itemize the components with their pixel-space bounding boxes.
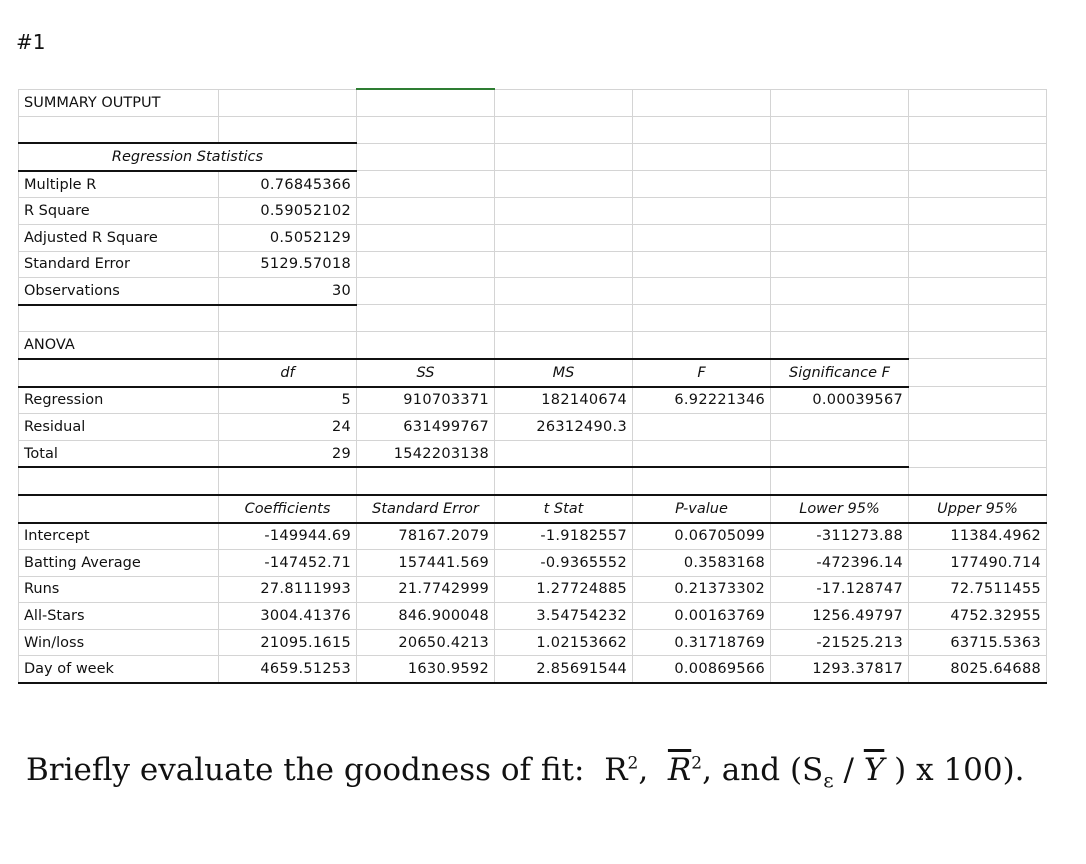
coef-p-value: 0.21373302 xyxy=(633,576,771,603)
coef-standard-error: 20650.4213 xyxy=(357,629,495,656)
coef-standard-error: 21.7742999 xyxy=(357,576,495,603)
stat-value: 5129.57018 xyxy=(219,251,357,278)
coef-value: 21095.1615 xyxy=(219,629,357,656)
coef-value: 27.8111993 xyxy=(219,576,357,603)
coef-header-p-value: P-value xyxy=(633,495,771,523)
coef-p-value: 0.31718769 xyxy=(633,629,771,656)
question-tail: ) x 100). xyxy=(884,752,1025,788)
coef-t-stat: 2.85691544 xyxy=(495,656,633,683)
anova-header-ms: MS xyxy=(495,359,633,387)
coef-lower-95: 1293.37817 xyxy=(771,656,909,683)
anova-ss: 910703371 xyxy=(357,387,495,414)
coef-upper-95: 11384.4962 xyxy=(909,523,1047,550)
coef-standard-error: 157441.569 xyxy=(357,550,495,577)
anova-row-label: Total xyxy=(19,440,219,467)
coef-row-label: Batting Average xyxy=(19,550,219,577)
coef-standard-error: 1630.9592 xyxy=(357,656,495,683)
coef-lower-95: 1256.49797 xyxy=(771,603,909,630)
anova-header-row xyxy=(19,359,1047,387)
anova-ms xyxy=(495,440,633,467)
anova-header-df: df xyxy=(219,359,357,387)
adjusted-r-squared-symbol: $\overline{R}^2$ xyxy=(667,752,703,788)
coefficient-row xyxy=(19,629,1047,656)
coef-row-label: Runs xyxy=(19,576,219,603)
coef-t-stat: -1.9182557 xyxy=(495,523,633,550)
problem-number: #1 xyxy=(16,30,46,54)
stat-label: Standard Error xyxy=(19,251,219,278)
stat-row xyxy=(19,224,1047,251)
question-text: Briefly evaluate the goodness of fit: $R^2$, $\overline{R}^2$, and ($S_\varepsilon / \overline{Y}$ ) x 100). xyxy=(26,752,1025,793)
stat-row xyxy=(19,251,1047,278)
coef-upper-95: 177490.714 xyxy=(909,550,1047,577)
summary-title-row xyxy=(19,89,1047,116)
stat-value: 0.76845366 xyxy=(219,171,357,198)
coef-row-label: Day of week xyxy=(19,656,219,683)
anova-title-row xyxy=(19,332,1047,359)
coef-lower-95: -472396.14 xyxy=(771,550,909,577)
anova-ss: 631499767 xyxy=(357,414,495,441)
regression-statistics-header: Regression Statistics xyxy=(19,143,357,171)
anova-header-f: F xyxy=(633,359,771,387)
coef-value: 4659.51253 xyxy=(219,656,357,683)
coef-upper-95: 72.7511455 xyxy=(909,576,1047,603)
anova-significance-f xyxy=(771,414,909,441)
anova-f xyxy=(633,414,771,441)
stat-value: 0.5052129 xyxy=(219,224,357,251)
coef-p-value: 0.06705099 xyxy=(633,523,771,550)
coef-lower-95: -21525.213 xyxy=(771,629,909,656)
regression-statistics-header-row xyxy=(19,143,1047,171)
coef-row-label: Intercept xyxy=(19,523,219,550)
summary-output-sheet xyxy=(18,88,1047,684)
coef-lower-95: -17.128747 xyxy=(771,576,909,603)
coef-header-standard-error: Standard Error xyxy=(357,495,495,523)
r-squared-symbol: $R^2$ xyxy=(604,752,639,788)
coef-header-coefficients: Coefficients xyxy=(219,495,357,523)
coefficients-header-row xyxy=(19,495,1047,523)
stat-value: 0.59052102 xyxy=(219,198,357,225)
anova-header-significance-f: Significance F xyxy=(771,359,909,387)
stat-row xyxy=(19,278,1047,305)
anova-significance-f xyxy=(771,440,909,467)
coefficient-row xyxy=(19,603,1047,630)
anova-row xyxy=(19,440,1047,467)
stat-value: 30 xyxy=(219,278,357,305)
anova-f: 6.92221346 xyxy=(633,387,771,414)
summary-title: SUMMARY OUTPUT xyxy=(19,89,219,116)
coef-value: -147452.71 xyxy=(219,550,357,577)
coef-upper-95: 63715.5363 xyxy=(909,629,1047,656)
anova-row xyxy=(19,414,1047,441)
coefficient-row xyxy=(19,656,1047,683)
coef-header-t-stat: t Stat xyxy=(495,495,633,523)
coef-row-label: All-Stars xyxy=(19,603,219,630)
anova-significance-f: 0.00039567 xyxy=(771,387,909,414)
y-bar-symbol: $\overline{Y}$ xyxy=(863,752,885,788)
coef-value: -149944.69 xyxy=(219,523,357,550)
anova-title: ANOVA xyxy=(19,332,219,359)
stat-label: Multiple R xyxy=(19,171,219,198)
stat-label: R Square xyxy=(19,198,219,225)
epsilon-subscript: ε xyxy=(823,768,834,793)
anova-row-label: Regression xyxy=(19,387,219,414)
coefficient-row xyxy=(19,550,1047,577)
coef-standard-error: 78167.2079 xyxy=(357,523,495,550)
coef-value: 3004.41376 xyxy=(219,603,357,630)
coef-lower-95: -311273.88 xyxy=(771,523,909,550)
coef-p-value: 0.00869566 xyxy=(633,656,771,683)
coefficient-row xyxy=(19,576,1047,603)
anova-row-label: Residual xyxy=(19,414,219,441)
anova-row xyxy=(19,387,1047,414)
coef-t-stat: 1.27724885 xyxy=(495,576,633,603)
anova-f xyxy=(633,440,771,467)
coef-row-label: Win/loss xyxy=(19,629,219,656)
anova-header-ss: SS xyxy=(357,359,495,387)
coef-p-value: 0.3583168 xyxy=(633,550,771,577)
coef-t-stat: 1.02153662 xyxy=(495,629,633,656)
anova-ms: 182140674 xyxy=(495,387,633,414)
anova-ms: 26312490.3 xyxy=(495,414,633,441)
anova-df: 29 xyxy=(219,440,357,467)
coefficient-row xyxy=(19,523,1047,550)
anova-df: 24 xyxy=(219,414,357,441)
stat-row xyxy=(19,171,1047,198)
stat-label: Adjusted R Square xyxy=(19,224,219,251)
coef-upper-95: 8025.64688 xyxy=(909,656,1047,683)
stat-label: Observations xyxy=(19,278,219,305)
coef-standard-error: 846.900048 xyxy=(357,603,495,630)
coef-p-value: 0.00163769 xyxy=(633,603,771,630)
stat-row xyxy=(19,198,1047,225)
coef-header-upper-95: Upper 95% xyxy=(909,495,1047,523)
anova-ss: 1542203138 xyxy=(357,440,495,467)
question-lead: Briefly evaluate the goodness of fit: xyxy=(26,752,585,788)
coef-t-stat: 3.54754232 xyxy=(495,603,633,630)
regression-output-table xyxy=(18,88,1047,684)
coef-header-lower-95: Lower 95% xyxy=(771,495,909,523)
coef-t-stat: -0.9365552 xyxy=(495,550,633,577)
anova-df: 5 xyxy=(219,387,357,414)
coef-upper-95: 4752.32955 xyxy=(909,603,1047,630)
question-and-text: , and (S xyxy=(702,752,824,788)
